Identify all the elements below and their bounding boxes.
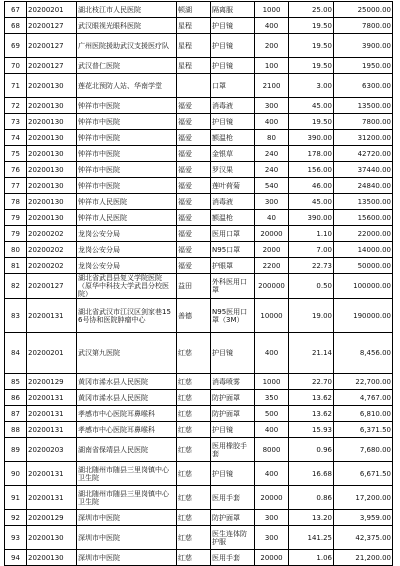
donor-source-cell: 福爱 xyxy=(177,178,211,194)
recipient-name-cell: 钟祥市中医院 xyxy=(77,114,177,130)
unit-price-cell: 45.00 xyxy=(289,194,334,210)
unit-price-cell: 46.00 xyxy=(289,178,334,194)
item-name-cell: 莲叶荷菊 xyxy=(211,178,255,194)
recipient-name-cell: 湖北随州市随县三里岗镇中心卫生院 xyxy=(77,486,177,510)
item-name-cell: 隔离服 xyxy=(211,2,255,18)
table-row xyxy=(5,242,393,258)
unit-price-cell: 19.50 xyxy=(289,18,334,34)
recipient-name-cell: 钟祥市中医院 xyxy=(77,178,177,194)
unit-price-cell: 22.70 xyxy=(289,374,334,390)
row-number-cell: 94 xyxy=(5,550,27,566)
row-number-cell: 78 xyxy=(5,194,27,210)
table-row xyxy=(5,299,393,333)
recipient-name-cell: 武汉普仁医院 xyxy=(77,58,177,74)
recipient-name-cell: 湖北省武昌县复义学院医院（原华中科技大学武昌分校医院） xyxy=(77,274,177,299)
item-name-cell: 护目镜 xyxy=(211,34,255,58)
total-amount-cell: 13500.00 xyxy=(334,98,393,114)
row-number-cell: 73 xyxy=(5,114,27,130)
unit-price-cell: 7.00 xyxy=(289,242,334,258)
table-row xyxy=(5,438,393,462)
unit-price-cell: 19.00 xyxy=(289,299,334,333)
total-amount-cell: 22,700.00 xyxy=(334,374,393,390)
recipient-name-cell: 钟祥市人民医院 xyxy=(77,194,177,210)
item-name-cell: 额温枪 xyxy=(211,210,255,226)
donation-date-cell: 20200130 xyxy=(27,162,77,178)
total-amount-cell: 15600.00 xyxy=(334,210,393,226)
row-number-cell: 68 xyxy=(5,18,27,34)
table-row xyxy=(5,462,393,486)
total-amount-cell: 13500.00 xyxy=(334,194,393,210)
item-name-cell: 额温枪 xyxy=(211,130,255,146)
unit-price-cell: 19.50 xyxy=(289,114,334,130)
recipient-name-cell: 黄冈市浠水县人民医院 xyxy=(77,390,177,406)
item-name-cell: 医生连体防护服 xyxy=(211,526,255,550)
table-row xyxy=(5,274,393,299)
row-number-cell: 82 xyxy=(5,274,27,299)
recipient-name-cell: 武汉眼视光眼科医院 xyxy=(77,18,177,34)
donor-source-cell: 红慈 xyxy=(177,422,211,438)
unit-price-cell: 19.50 xyxy=(289,34,334,58)
unit-price-cell: 16.68 xyxy=(289,462,334,486)
row-number-cell: 91 xyxy=(5,486,27,510)
donation-date-cell: 20200130 xyxy=(27,98,77,114)
donor-source-cell: 福爱 xyxy=(177,210,211,226)
donor-source-cell: 红慈 xyxy=(177,462,211,486)
table-row xyxy=(5,258,393,274)
item-name-cell: 消毒液 xyxy=(211,194,255,210)
quantity-cell: 200 xyxy=(255,34,289,58)
donor-source-cell: 福爱 xyxy=(177,258,211,274)
donor-source-cell: 福爱 xyxy=(177,162,211,178)
table-row xyxy=(5,130,393,146)
donor-source-cell: 福爱 xyxy=(177,146,211,162)
table-row xyxy=(5,98,393,114)
recipient-name-cell: 深圳市中医院 xyxy=(77,526,177,550)
donor-source-cell: 福爱 xyxy=(177,242,211,258)
recipient-name-cell: 孝感市中心医院耳鼻喉科 xyxy=(77,406,177,422)
recipient-name-cell: 龙岗公安分局 xyxy=(77,242,177,258)
item-name-cell: 护目镜 xyxy=(211,18,255,34)
total-amount-cell: 24840.00 xyxy=(334,178,393,194)
total-amount-cell: 37440.00 xyxy=(334,162,393,178)
recipient-name-cell: 深圳市中医院 xyxy=(77,510,177,526)
total-amount-cell: 3,959.00 xyxy=(334,510,393,526)
row-number-cell: 88 xyxy=(5,422,27,438)
donor-source-cell xyxy=(177,74,211,98)
donation-date-cell: 20200201 xyxy=(27,333,77,374)
quantity-cell: 200000 xyxy=(255,274,289,299)
row-number-cell: 69 xyxy=(5,34,27,58)
recipient-name-cell: 龙岗公安分局 xyxy=(77,226,177,242)
table-row xyxy=(5,374,393,390)
donation-date-cell: 20200131 xyxy=(27,486,77,510)
quantity-cell: 400 xyxy=(255,18,289,34)
quantity-cell: 400 xyxy=(255,333,289,374)
table-row xyxy=(5,486,393,510)
table-row xyxy=(5,58,393,74)
table-row xyxy=(5,194,393,210)
table-row xyxy=(5,162,393,178)
table-row xyxy=(5,422,393,438)
donation-date-cell: 20200127 xyxy=(27,18,77,34)
item-name-cell: 口罩 xyxy=(211,74,255,98)
donation-date-cell: 20200130 xyxy=(27,114,77,130)
table-row xyxy=(5,114,393,130)
unit-price-cell: 390.00 xyxy=(289,210,334,226)
item-name-cell: 医用橡胶手套 xyxy=(211,438,255,462)
donor-source-cell: 福爱 xyxy=(177,130,211,146)
quantity-cell: 20000 xyxy=(255,226,289,242)
table-row xyxy=(5,18,393,34)
recipient-name-cell: 湖北枝江市人民医院 xyxy=(77,2,177,18)
quantity-cell: 500 xyxy=(255,406,289,422)
donation-date-cell: 20200130 xyxy=(27,210,77,226)
donor-source-cell: 红慈 xyxy=(177,550,211,566)
table-row xyxy=(5,34,393,58)
item-name-cell: 医用手套 xyxy=(211,486,255,510)
item-name-cell: 外科医用口罩 xyxy=(211,274,255,299)
table-row xyxy=(5,178,393,194)
total-amount-cell: 6300.00 xyxy=(334,74,393,98)
unit-price-cell: 21.14 xyxy=(289,333,334,374)
item-name-cell: 医用手套 xyxy=(211,550,255,566)
donor-source-cell: 益田 xyxy=(177,274,211,299)
item-name-cell: 护眼罩 xyxy=(211,258,255,274)
unit-price-cell: 390.00 xyxy=(289,130,334,146)
row-number-cell: 76 xyxy=(5,162,27,178)
unit-price-cell: 1.06 xyxy=(289,550,334,566)
recipient-name-cell: 黄冈市浠水县人民医院 xyxy=(77,374,177,390)
item-name-cell: 防护面罩 xyxy=(211,406,255,422)
item-name-cell: 防护面罩 xyxy=(211,390,255,406)
unit-price-cell: 45.00 xyxy=(289,98,334,114)
recipient-name-cell: 钟祥市中医院 xyxy=(77,130,177,146)
quantity-cell: 400 xyxy=(255,114,289,130)
donation-date-cell: 20200131 xyxy=(27,299,77,333)
table-row xyxy=(5,510,393,526)
quantity-cell: 1000 xyxy=(255,374,289,390)
total-amount-cell: 6,810.00 xyxy=(334,406,393,422)
donation-date-cell: 20200130 xyxy=(27,74,77,98)
donor-source-cell: 星程 xyxy=(177,58,211,74)
donation-date-cell: 20200131 xyxy=(27,462,77,486)
donation-date-cell: 20200202 xyxy=(27,226,77,242)
quantity-cell: 540 xyxy=(255,178,289,194)
donation-date-cell: 20200203 xyxy=(27,438,77,462)
unit-price-cell: 0.50 xyxy=(289,274,334,299)
quantity-cell: 10000 xyxy=(255,299,289,333)
total-amount-cell: 8,456.00 xyxy=(334,333,393,374)
row-number-cell: 90 xyxy=(5,462,27,486)
recipient-name-cell: 莲花北预防人站、华南学堂 xyxy=(77,74,177,98)
total-amount-cell: 25000.00 xyxy=(334,2,393,18)
total-amount-cell: 42,375.00 xyxy=(334,526,393,550)
donor-source-cell: 善德 xyxy=(177,299,211,333)
quantity-cell: 240 xyxy=(255,146,289,162)
row-number-cell: 85 xyxy=(5,374,27,390)
quantity-cell: 2100 xyxy=(255,74,289,98)
total-amount-cell: 17,200.00 xyxy=(334,486,393,510)
table-row xyxy=(5,550,393,566)
unit-price-cell: 0.86 xyxy=(289,486,334,510)
item-name-cell: 医用口罩 xyxy=(211,226,255,242)
donor-source-cell: 红慈 xyxy=(177,374,211,390)
donor-source-cell: 福爱 xyxy=(177,98,211,114)
unit-price-cell: 15.93 xyxy=(289,422,334,438)
donor-source-cell: 福爱 xyxy=(177,226,211,242)
table-row xyxy=(5,74,393,98)
donor-source-cell: 星程 xyxy=(177,18,211,34)
recipient-name-cell: 孝感市中心医院耳鼻喉科 xyxy=(77,422,177,438)
donor-source-cell: 福爱 xyxy=(177,194,211,210)
recipient-name-cell: 武汉第九医院 xyxy=(77,333,177,374)
donation-date-cell: 20200131 xyxy=(27,422,77,438)
donor-source-cell: 红慈 xyxy=(177,406,211,422)
unit-price-cell: 141.25 xyxy=(289,526,334,550)
total-amount-cell: 6,671.50 xyxy=(334,462,393,486)
donation-date-cell: 20200130 xyxy=(27,526,77,550)
donation-date-cell: 20200127 xyxy=(27,274,77,299)
recipient-name-cell: 钟祥市中医院 xyxy=(77,162,177,178)
donor-source-cell: 红慈 xyxy=(177,486,211,510)
recipient-name-cell: 湖北随州市随县三里岗镇中心卫生院 xyxy=(77,462,177,486)
unit-price-cell: 22.73 xyxy=(289,258,334,274)
item-name-cell: N95口罩 xyxy=(211,242,255,258)
donation-record-sheet xyxy=(4,1,393,566)
item-name-cell: 罗汉果 xyxy=(211,162,255,178)
quantity-cell: 80 xyxy=(255,130,289,146)
recipient-name-cell: 龙岗公安分局 xyxy=(77,258,177,274)
item-name-cell: 消毒液 xyxy=(211,98,255,114)
row-number-cell: 74 xyxy=(5,130,27,146)
quantity-cell: 240 xyxy=(255,162,289,178)
item-name-cell: 护目镜 xyxy=(211,422,255,438)
table-body xyxy=(5,2,393,566)
total-amount-cell: 22000.00 xyxy=(334,226,393,242)
row-number-cell: 83 xyxy=(5,299,27,333)
row-number-cell: 92 xyxy=(5,510,27,526)
unit-price-cell: 3.00 xyxy=(289,74,334,98)
total-amount-cell: 21,200.00 xyxy=(334,550,393,566)
unit-price-cell: 1.10 xyxy=(289,226,334,242)
item-name-cell: 金银草 xyxy=(211,146,255,162)
row-number-cell: 75 xyxy=(5,146,27,162)
donation-date-cell: 20200130 xyxy=(27,194,77,210)
recipient-name-cell: 深圳市中医院 xyxy=(77,550,177,566)
item-name-cell: 护目镜 xyxy=(211,114,255,130)
total-amount-cell: 6,371.50 xyxy=(334,422,393,438)
donation-date-cell: 20200130 xyxy=(27,146,77,162)
row-number-cell: 70 xyxy=(5,58,27,74)
item-name-cell: 防护面罩 xyxy=(211,510,255,526)
donor-source-cell: 福爱 xyxy=(177,114,211,130)
unit-price-cell: 0.96 xyxy=(289,438,334,462)
item-name-cell: N95医用口罩（3M） xyxy=(211,299,255,333)
table-row xyxy=(5,146,393,162)
quantity-cell: 20000 xyxy=(255,486,289,510)
donation-date-cell: 20200202 xyxy=(27,258,77,274)
recipient-name-cell: 钟祥市人民医院 xyxy=(77,210,177,226)
total-amount-cell: 7800.00 xyxy=(334,114,393,130)
recipient-name-cell: 广州医院援助武汉支援医疗队 xyxy=(77,34,177,58)
row-number-cell: 79 xyxy=(5,226,27,242)
unit-price-cell: 156.00 xyxy=(289,162,334,178)
unit-price-cell: 13.20 xyxy=(289,510,334,526)
unit-price-cell: 25.00 xyxy=(289,2,334,18)
donation-date-cell: 20200131 xyxy=(27,406,77,422)
quantity-cell: 350 xyxy=(255,390,289,406)
donor-source-cell: 红慈 xyxy=(177,390,211,406)
row-number-cell: 72 xyxy=(5,98,27,114)
item-name-cell: 消毒喷雾 xyxy=(211,374,255,390)
total-amount-cell: 42720.00 xyxy=(334,146,393,162)
table-row xyxy=(5,406,393,422)
total-amount-cell: 31200.00 xyxy=(334,130,393,146)
row-number-cell: 71 xyxy=(5,74,27,98)
table-row xyxy=(5,210,393,226)
donor-source-cell: 红慈 xyxy=(177,526,211,550)
donation-date-cell: 20200130 xyxy=(27,550,77,566)
item-name-cell: 护目镜 xyxy=(211,58,255,74)
donation-date-cell: 20200131 xyxy=(27,390,77,406)
row-number-cell: 87 xyxy=(5,406,27,422)
table-row xyxy=(5,526,393,550)
quantity-cell: 1000 xyxy=(255,2,289,18)
row-number-cell: 84 xyxy=(5,333,27,374)
donor-source-cell: 顿湖 xyxy=(177,2,211,18)
quantity-cell: 300 xyxy=(255,526,289,550)
unit-price-cell: 178.00 xyxy=(289,146,334,162)
quantity-cell: 2200 xyxy=(255,258,289,274)
quantity-cell: 8000 xyxy=(255,438,289,462)
total-amount-cell: 7,680.00 xyxy=(334,438,393,462)
recipient-name-cell: 湖南省保靖县人民医院 xyxy=(77,438,177,462)
item-name-cell: 护目镜 xyxy=(211,333,255,374)
row-number-cell: 89 xyxy=(5,438,27,462)
donor-source-cell: 星程 xyxy=(177,34,211,58)
donation-date-cell: 20200127 xyxy=(27,58,77,74)
donation-table xyxy=(4,1,393,566)
row-number-cell: 79 xyxy=(5,210,27,226)
donation-date-cell: 20200201 xyxy=(27,2,77,18)
quantity-cell: 20000 xyxy=(255,550,289,566)
donation-date-cell: 20200202 xyxy=(27,242,77,258)
item-name-cell: 护目镜 xyxy=(211,462,255,486)
total-amount-cell: 7800.00 xyxy=(334,18,393,34)
total-amount-cell: 14000.00 xyxy=(334,242,393,258)
quantity-cell: 300 xyxy=(255,98,289,114)
unit-price-cell: 13.62 xyxy=(289,406,334,422)
unit-price-cell: 13.62 xyxy=(289,390,334,406)
total-amount-cell: 1950.00 xyxy=(334,58,393,74)
row-number-cell: 81 xyxy=(5,258,27,274)
row-number-cell: 80 xyxy=(5,242,27,258)
recipient-name-cell: 湖北省武汉市江汉区剑家巷156号协和医院肿瘤中心 xyxy=(77,299,177,333)
donation-date-cell: 20200129 xyxy=(27,510,77,526)
quantity-cell: 40 xyxy=(255,210,289,226)
unit-price-cell: 19.50 xyxy=(289,58,334,74)
table-row xyxy=(5,333,393,374)
total-amount-cell: 3900.00 xyxy=(334,34,393,58)
donor-source-cell: 红慈 xyxy=(177,438,211,462)
total-amount-cell: 100000.00 xyxy=(334,274,393,299)
donor-source-cell: 红慈 xyxy=(177,333,211,374)
quantity-cell: 400 xyxy=(255,462,289,486)
quantity-cell: 2000 xyxy=(255,242,289,258)
quantity-cell: 300 xyxy=(255,194,289,210)
quantity-cell: 400 xyxy=(255,422,289,438)
row-number-cell: 67 xyxy=(5,2,27,18)
row-number-cell: 77 xyxy=(5,178,27,194)
total-amount-cell: 50000.00 xyxy=(334,258,393,274)
table-row xyxy=(5,2,393,18)
recipient-name-cell: 钟祥市中医院 xyxy=(77,98,177,114)
recipient-name-cell: 钟祥市中医院 xyxy=(77,146,177,162)
donation-date-cell: 20200129 xyxy=(27,374,77,390)
total-amount-cell: 4,767.00 xyxy=(334,390,393,406)
table-row xyxy=(5,390,393,406)
donor-source-cell: 红慈 xyxy=(177,510,211,526)
row-number-cell: 86 xyxy=(5,390,27,406)
row-number-cell: 93 xyxy=(5,526,27,550)
donation-date-cell: 20200127 xyxy=(27,34,77,58)
quantity-cell: 100 xyxy=(255,58,289,74)
donation-date-cell: 20200130 xyxy=(27,178,77,194)
quantity-cell: 300 xyxy=(255,510,289,526)
donation-date-cell: 20200130 xyxy=(27,130,77,146)
table-row xyxy=(5,226,393,242)
total-amount-cell: 190000.00 xyxy=(334,299,393,333)
